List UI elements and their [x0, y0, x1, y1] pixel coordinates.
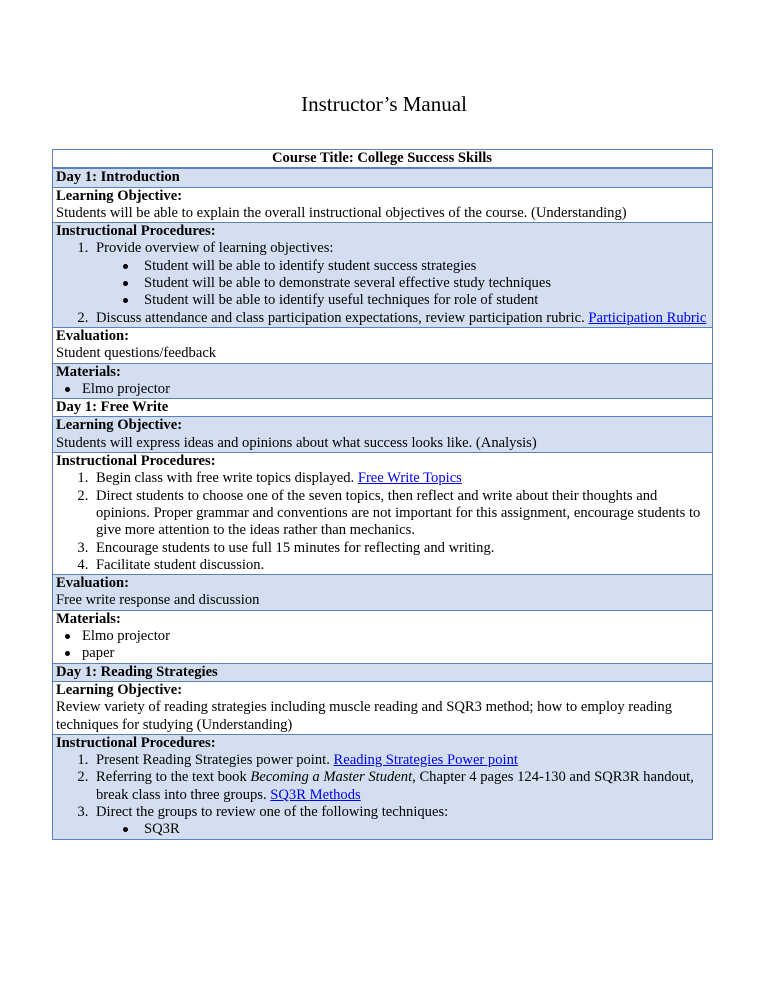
participation-rubric-link[interactable]: Participation Rubric: [588, 309, 707, 326]
materials-list: [56, 628, 708, 663]
objective-text: Students will be able to explain the overall instructional objectives of the course. (Understanding): [56, 204, 627, 221]
learning-objective-row: [53, 417, 713, 453]
lesson-heading-row: [53, 663, 713, 681]
textbook-title: Becoming a Master Student: [250, 769, 413, 786]
evaluation-text: Student questions/feedback: [56, 345, 217, 362]
lesson-plan-table: [52, 149, 713, 840]
procedures-list: [56, 752, 708, 838]
list-item: Elmo projector: [82, 628, 708, 645]
evaluation-label: Evaluation:: [56, 575, 129, 592]
sq3r-methods-link[interactable]: SQ3R Methods: [270, 786, 361, 803]
procedure-step: 4. Facilitate student discussion.: [92, 557, 708, 574]
lesson-heading: Day 1: Introduction: [53, 168, 713, 187]
objective-text: Students will express ideas and opinions about what success looks like. (Analysis): [56, 434, 537, 451]
course-title: Course Title: College Success Skills: [53, 150, 713, 169]
procedures-row: [53, 734, 713, 839]
evaluation-row: [53, 575, 713, 611]
evaluation-label: Evaluation:: [56, 327, 129, 344]
procedure-step: 1. Begin class with free write topics displayed. Free Write Topics: [92, 470, 708, 487]
reading-strategies-link[interactable]: Reading Strategies Power point: [333, 752, 518, 769]
materials-row: [53, 363, 713, 399]
lesson-heading-row: [53, 399, 713, 417]
learning-objective-row: [53, 187, 713, 223]
procedure-step: 3. Direct the groups to review one of the following techniques: SQ3R: [92, 804, 708, 839]
learning-objective-row: [53, 681, 713, 734]
objectives-bullet-list: [96, 258, 708, 310]
procedures-row: [53, 223, 713, 328]
procedure-step: 1. Present Reading Strategies power point. Reading Strategies Power point: [92, 752, 708, 769]
document-title: Instructor’s Manual: [301, 92, 467, 116]
procedure-step: 1. Provide overview of learning objectives: Student will be able to identify student success strategies Student will be able to demonstrate several effective study techniques Student will be able to identify useful techniques for role of student: [92, 240, 708, 309]
objective-text: Review variety of reading strategies including muscle reading and SQR3 method; how to employ reading techniques for studying (Understanding): [56, 699, 673, 733]
objective-label: Learning Objective:: [56, 417, 183, 434]
free-write-topics-link[interactable]: Free Write Topics: [357, 470, 462, 487]
list-item: Student will be able to demonstrate several effective study techniques: [140, 275, 708, 292]
procedures-list: [56, 240, 708, 326]
objective-label: Learning Objective:: [56, 681, 183, 698]
procedures-list: [56, 470, 708, 574]
materials-list: [56, 381, 708, 398]
procedures-label: Instructional Procedures:: [56, 453, 216, 470]
techniques-bullet-list: [96, 821, 708, 838]
evaluation-text: Free write response and discussion: [56, 592, 260, 609]
procedure-step: 2. Discuss attendance and class participation expectations, review participation rubric. Participation Rubric: [92, 310, 708, 327]
materials-row: [53, 610, 713, 663]
lesson-heading-row: [53, 168, 713, 187]
procedure-step: 3. Encourage students to use full 15 minutes for reflecting and writing.: [92, 540, 708, 557]
list-item: paper: [82, 645, 708, 662]
lesson-heading: Day 1: Reading Strategies: [53, 663, 713, 681]
materials-label: Materials:: [56, 363, 121, 380]
procedure-step: 2. Direct students to choose one of the seven topics, then reflect and write about their thoughts and opinions. Proper grammar and conventions are not important for this assignment, encourage students to give more attention to the ideas rather than mechanics.: [92, 488, 708, 540]
objective-label: Learning Objective:: [56, 187, 183, 204]
procedures-row: [53, 453, 713, 575]
list-item: Elmo projector: [82, 381, 708, 398]
evaluation-row: [53, 327, 713, 363]
procedures-label: Instructional Procedures:: [56, 734, 216, 751]
table-header-row: [53, 150, 713, 169]
procedure-step: 2. Referring to the text book Becoming a Master Student, Chapter 4 pages 124-130 and SQR3R handout, break class into three groups. SQ3R Methods: [92, 769, 708, 804]
list-item: Student will be able to identify useful techniques for role of student: [140, 292, 708, 309]
list-item: SQ3R: [140, 821, 708, 838]
materials-label: Materials:: [56, 610, 121, 627]
list-item: Student will be able to identify student success strategies: [140, 258, 708, 275]
lesson-heading: Day 1: Free Write: [53, 399, 713, 417]
procedures-label: Instructional Procedures:: [56, 223, 216, 240]
